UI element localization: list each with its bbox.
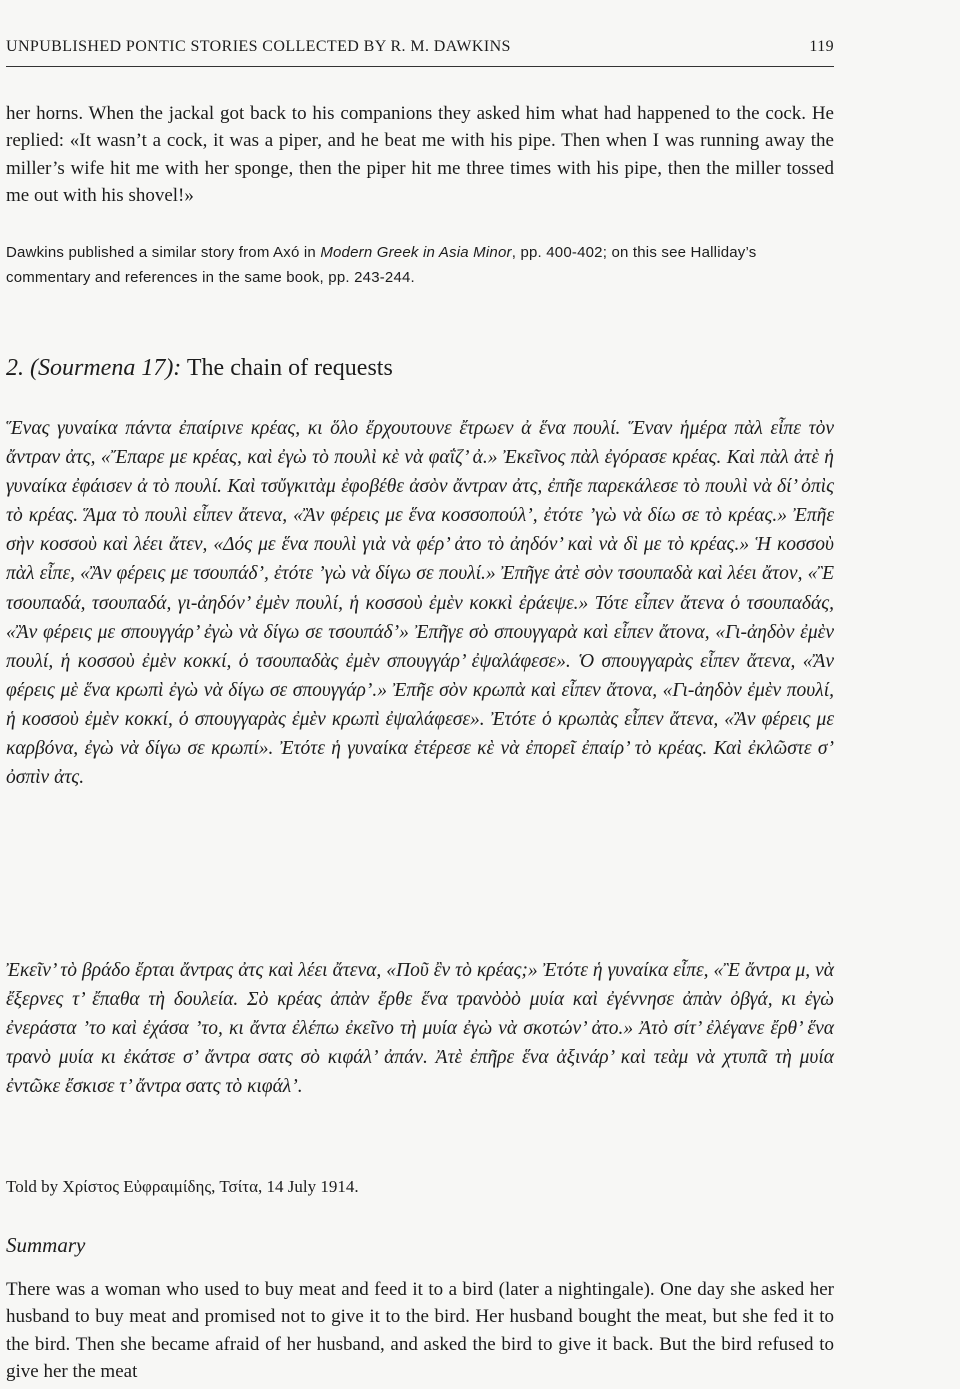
note-part1: Dawkins published a similar story from Axó in (6, 244, 321, 261)
editorial-note (6, 240, 834, 290)
summary-heading: Summary (6, 1233, 86, 1257)
teller-line (6, 1177, 834, 1197)
story-continuation (6, 100, 834, 210)
told-by: Told by Χρίστος Εὐφραιμίδης, Τσίτα, 14 July 1914. (6, 1177, 359, 1196)
summary-section (6, 1233, 834, 1258)
summary-text: There was a woman who used to buy meat and feed it to a bird (later a nightingale). One day she asked her husband to buy meat and promised not to give it to the bird. Her husband bought the meat, but she fed it to the bird. Then she became afraid of her husband, and asked the bird to give it back. But the bird refused to give her the meat (6, 1279, 834, 1383)
running-title: UNPUBLISHED PONTIC STORIES COLLECTED BY R. M. DAWKINS (6, 38, 511, 55)
note-book-title: Modern Greek in Asia Minor (320, 244, 512, 261)
greek-paragraph-2: Ἐκεῖν’ τὸ βράδο ἔρται ἄντρας ἀτς καὶ λέει ἄτενα, «Ποῦ ἒν τὸ κρέας;» Ἐτότε ἡ γυναίκα εἶπε, «Ἒ ἄντρα μ, νὰ ἔξερνες τ’ ἔπαθα τὴ δουλεία. Σὸ κρέας ἀπὰν ἔρθε ἕνα τρανὸὸὸ μυία καὶ ἐγέννησε ἀπὰν ὀβγά, κι ἐγὼ ἐνεράστα ’το καὶ ἐχάσα ’το, κι ἄντα ἐλέπω ἐκεῖνο τὴ μυία ἐγὼ νὰ σκοτών’ ἀτο.» Ἀτὸ σίτ’ ἐλέγανε ἔρθ’ ἕνα τρανὸ μυία κι ἐκάτσε σ’ ἄντρα σατς σὸ κιφάλ’ ἀπάν. Ἀτὲ ἐπῆρε ἕνα ἀξινάρ’ καὶ τεὰμ νὰ χτυπᾶ τὴ μυία ἐντῶκε ἔσκισε τ’ ἄντρα σατς τὸ κιφάλ’. (6, 960, 834, 1098)
note-part2: , pp. 400-402; on this see Halliday’s commentary and references in the same book, pp. 243-244. (6, 244, 757, 286)
summary-body (6, 1276, 834, 1386)
header-rule (6, 66, 834, 67)
running-header (6, 38, 834, 56)
greek-text-2 (6, 956, 834, 1101)
greek-text-1 (6, 414, 834, 792)
greek-paragraph-1: Ἕνας γυναίκα πάντα ἐπαίρινε κρέας, κι ὅλο ἔρχουτουνε ἔτρωεν ἀ ἕνα πουλί. Ἕναν ἡμέρα πὰλ εἶπε τὸν ἄντραν ἀτς, «Ἔπαρε με κρέας, καὶ ἐγὼ τὸ πουλὶ κὲ νὰ φαΐζ’ ἀ.» Ἐκεῖνος πὰλ ἐγόρασε κρέας. Καὶ πὰλ ἀτὲ ἡ γυναίκα ἐφάισεν ἀ τὸ πουλί. Καὶ τσὔγκιτὰμ ἐφοβέθε ἀσὸν ἄντραν ἀτς, ἐπῆε παρεκάλεσε τὸ πουλὶ νὰ δί’ ὀπὶς τὸ κρέας. Ἅμα τὸ πουλὶ εἶπεν ἄτενα, «Ἂν φέρεις με ἕνα κοσσοπούλ’, ἐτότε ’γὼ νὰ δίω σε τὸ κρέας.» Ἐπῆε σὴν κοσσοὺ καὶ λέει ἄτεν, «Δός με ἕνα πουλὶ γιὰ νὰ φέρ’ ἀτο τὸ ἀηδόν’ καὶ νὰ δὶ με τὸ κρέας.» Ἡ κοσσοὺ πὰλ εἶπε, «Ἂν φέρεις με τσουπάδ’, ἐτότε ’γὼ νὰ δίγω σε πουλί.» Ἐπῆγε ἀτὲ σὸν τσουπαδὰ καὶ λέει ἄτον, «Ἒ τσουπαδά, τσουπαδά, γι-ἀηδόν’ ἐμὲν πουλί, ἡ κοσσοὺ ἐμὲν κοκκὶ ἐράεψε.» Τότε εἶπεν ἄτενα ὁ τσουπαδάς, «Ἂν φέρεις με σπουγγάρ’ ἐγὼ νὰ δίγω σε τσουπάδ’» Ἐπῆγε σὸ σπουγγαρὰ καὶ εἶπεν ἄτονα, «Γι-ἀηδὸν ἐμὲν πουλί, ἡ κοσσοὺ ἐμὲν κοκκί, ὁ τσουπαδὰς ἐμὲν σπουγγάρ’ ἐψαλάφεσε». Ὁ σπουγγαρὰς εἶπεν ἄτενα, «Ἂν φέρεις μὲ ἕνα κρωπὶ ἐγὼ νὰ δίγω σε σπουγγάρ’.» Ἐπῆε σὸν κρωπὰ καὶ εἶπεν ἄτονα, «Γι-ἀηδὸν ἐμὲν πουλί, ἡ κοσσοὺ ἐμὲν κοκκί, ὁ σπουγγαρὰς ἐμὲν κρωπὶ ἐψαλάφεσε». Ἐτότε ὁ κρωπὰς εἶπεν ἄτενα, «Ἂν φέρεις με καρβόνα, ἐγὼ νὰ δίγω σε κρωπί». Ἐτότε ἡ γυναίκα ἐτέρεσε κὲ νὰ ἐπορεῖ ἐπαίρ’ τὸ κρέας. Καὶ ἐκλῶστε σ’ ὀσπὶν ἀτς. (6, 418, 834, 789)
section-heading (6, 355, 834, 382)
section-number: 2. (Sourmena 17): (6, 355, 182, 381)
paragraph-jackal: her horns. When the jackal got back to his companions they asked him what had happened to the cock. He replied: «It wasn’t a cock, it was a piper, and he beat me with his pipe. Then when I was running away the miller’s wife hit me with her sponge, then the piper hit me three times with his pipe, then the miller tossed me out with his shovel!» (6, 103, 834, 207)
note-text (6, 240, 834, 290)
page-number: 119 (809, 38, 834, 55)
section-title: The chain of requests (181, 355, 393, 381)
